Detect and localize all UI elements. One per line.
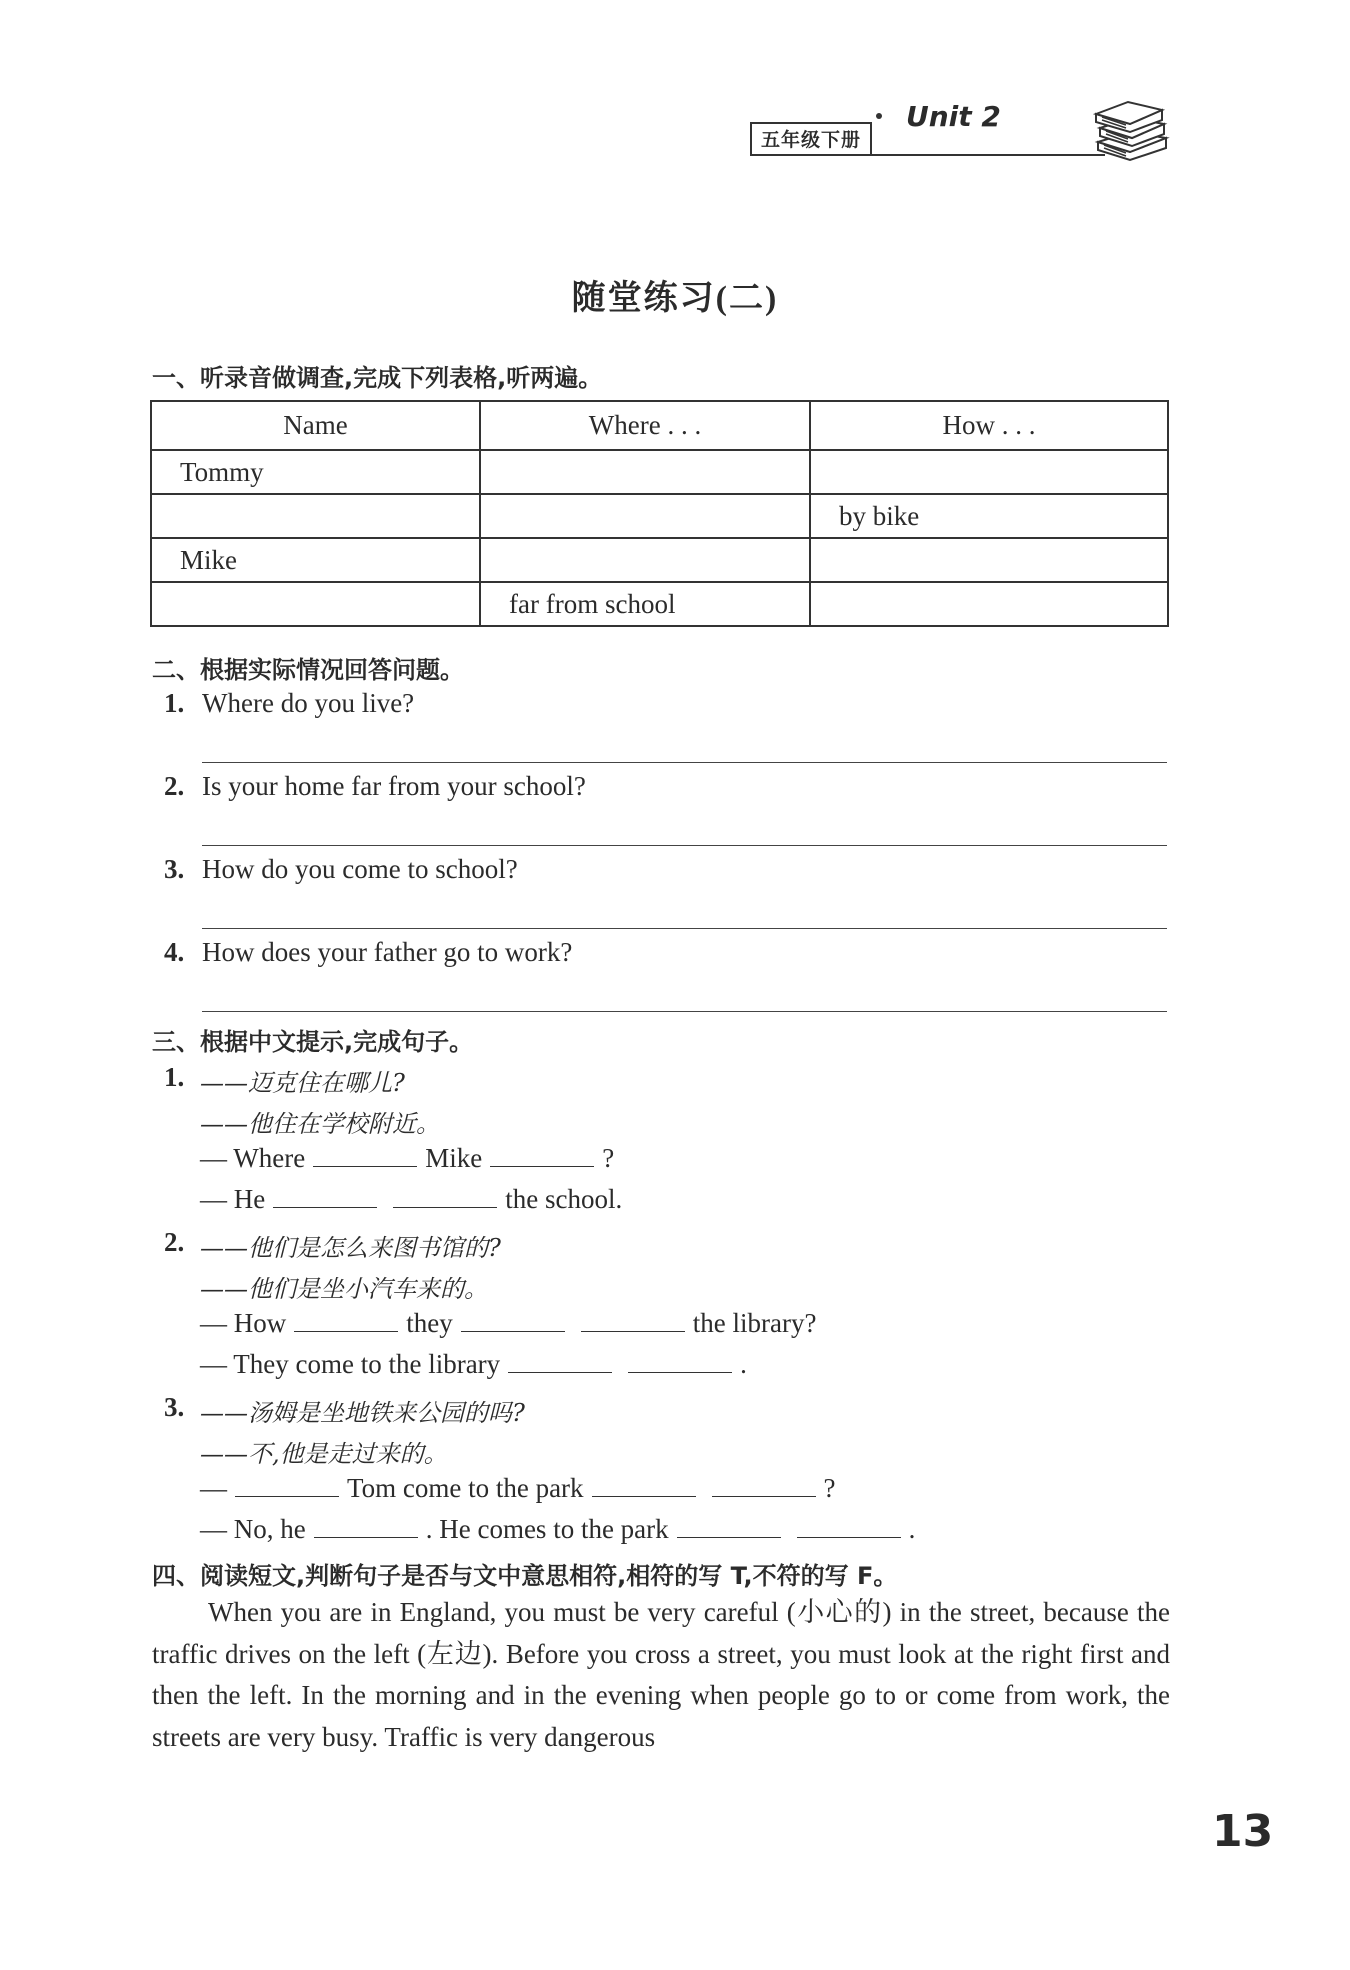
passage-text: When you are in England, you must be very careful (小心的) in the street, because the traffic drives on the left (左边). Before you cross a street, you must look at the right first and then the left. In the morning and in the evening when people go to or come from work, the streets are very busy. Traffic is very dangerous <box>152 1597 1170 1752</box>
table-header-name: Name <box>151 401 480 450</box>
table-cell[interactable] <box>480 450 810 494</box>
chinese-prompt: ——他们是坐小汽车来的。 <box>200 1275 488 1303</box>
chinese-prompt: ——他住在学校附近。 <box>200 1110 440 1138</box>
answer-line-4[interactable] <box>202 1011 1167 1012</box>
table-header-row <box>151 401 1168 450</box>
question-1 <box>164 688 414 719</box>
blank[interactable] <box>490 1144 594 1167</box>
chinese-prompt: ——不,他是走过来的。 <box>200 1440 448 1468</box>
blank[interactable] <box>712 1474 816 1497</box>
blank[interactable] <box>235 1474 339 1497</box>
question-number: 2. <box>164 771 185 801</box>
grade-label: 五年级下册 <box>750 122 872 156</box>
table-cell[interactable] <box>810 538 1168 582</box>
blank[interactable] <box>461 1309 565 1332</box>
section3-heading: 三、根据中文提示,完成句子。 <box>152 1028 474 1056</box>
question-number: 1. <box>164 688 185 718</box>
bullet-dot <box>876 113 882 119</box>
table-cell[interactable] <box>151 494 480 538</box>
blank[interactable] <box>797 1515 901 1538</box>
page-number: 13 <box>1212 1806 1274 1857</box>
table-row <box>151 494 1168 538</box>
question-4 <box>164 937 572 968</box>
blank[interactable] <box>677 1515 781 1538</box>
survey-table <box>150 400 1169 627</box>
table-cell[interactable] <box>480 494 810 538</box>
table-cell[interactable] <box>151 582 480 626</box>
chinese-prompt: ——迈克住在哪儿? <box>200 1069 405 1097</box>
page-title: 随堂练习(二) <box>571 280 779 317</box>
blank[interactable] <box>294 1309 398 1332</box>
question-3 <box>164 854 518 885</box>
header-rule <box>750 154 1105 156</box>
sentence-line: — Tom come to the park ? <box>200 1473 836 1503</box>
question-number: 4. <box>164 937 185 967</box>
blank[interactable] <box>508 1350 612 1373</box>
blank[interactable] <box>628 1350 732 1373</box>
books-stack-icon <box>1090 90 1170 162</box>
item-number: 1. <box>164 1062 185 1092</box>
question-text: How does your father go to work? <box>202 937 573 967</box>
answer-line-1[interactable] <box>202 762 1167 763</box>
chinese-prompt: ——汤姆是坐地铁来公园的吗? <box>200 1399 525 1427</box>
item-number: 3. <box>164 1392 185 1422</box>
table-header-where: Where . . . <box>480 401 810 450</box>
blank[interactable] <box>313 1144 417 1167</box>
reading-passage <box>152 1592 1170 1758</box>
sentence-line: — They come to the library . <box>200 1349 747 1379</box>
blank[interactable] <box>314 1515 418 1538</box>
blank[interactable] <box>592 1474 696 1497</box>
unit-label: Unit 2 <box>906 100 1001 133</box>
table-cell[interactable]: by bike <box>810 494 1168 538</box>
question-text: How do you come to school? <box>202 854 518 884</box>
blank[interactable] <box>273 1185 377 1208</box>
blank[interactable] <box>393 1185 497 1208</box>
table-row <box>151 538 1168 582</box>
table-cell[interactable]: far from school <box>480 582 810 626</box>
sentence-line: — How they the library? <box>200 1308 817 1338</box>
section1-heading: 一、听录音做调查,完成下列表格,听两遍。 <box>152 364 603 392</box>
table-cell[interactable]: Tommy <box>151 450 480 494</box>
table-row <box>151 450 1168 494</box>
table-cell[interactable] <box>810 450 1168 494</box>
chinese-prompt: ——他们是怎么来图书馆的? <box>200 1234 501 1262</box>
blank[interactable] <box>581 1309 685 1332</box>
question-text: Where do you live? <box>202 688 415 718</box>
table-header-how: How . . . <box>810 401 1168 450</box>
sentence-line: — No, he . He comes to the park . <box>200 1514 916 1544</box>
table-cell[interactable] <box>810 582 1168 626</box>
table-cell[interactable] <box>480 538 810 582</box>
section2-heading: 二、根据实际情况回答问题。 <box>152 656 464 684</box>
sentence-line: — Where Mike ? <box>200 1143 615 1173</box>
item-number: 2. <box>164 1227 185 1257</box>
sentence-line: — He the school. <box>200 1184 623 1214</box>
table-cell[interactable]: Mike <box>151 538 480 582</box>
answer-line-3[interactable] <box>202 928 1167 929</box>
question-number: 3. <box>164 854 185 884</box>
section4-heading: 四、阅读短文,判断句子是否与文中意思相符,相符的写 T,不符的写 F。 <box>152 1562 898 1590</box>
table-row <box>151 582 1168 626</box>
question-text: Is your home far from your school? <box>202 771 586 801</box>
answer-line-2[interactable] <box>202 845 1167 846</box>
question-2 <box>164 771 586 802</box>
